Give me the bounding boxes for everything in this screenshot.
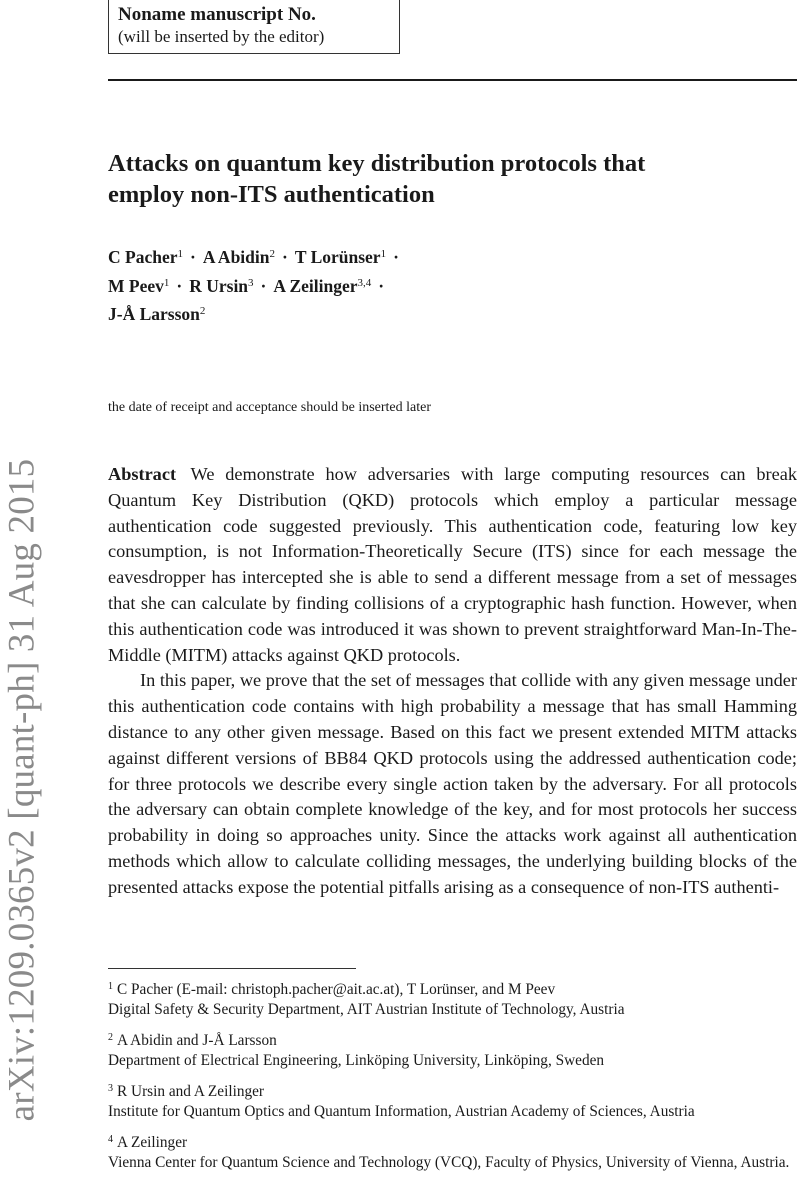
author-name: J-Å Larsson	[108, 304, 200, 324]
paper-title	[108, 148, 797, 210]
footnote-affiliation: Department of Electrical Engineering, Linköping University, Linköping, Sweden	[108, 1052, 605, 1069]
title-line-2: employ non-ITS authentication	[108, 181, 435, 208]
footnote-mark: 2	[108, 1032, 113, 1043]
footnote	[108, 1130, 797, 1173]
author-line-2	[108, 271, 406, 300]
header-rule	[108, 79, 797, 81]
author-name: A Zeilinger	[273, 275, 358, 296]
author-separator: ·	[378, 275, 385, 296]
footnote-affiliation: Institute for Quantum Optics and Quantum Information, Austrian Academy of Sciences, Austria	[108, 1103, 695, 1120]
author-affiliation-mark: 3,4	[357, 276, 372, 289]
abstract-paragraph-1	[108, 462, 797, 668]
author-name: M Peev	[108, 275, 164, 296]
author-name: T Lorünser	[294, 247, 381, 267]
author-name: A Abidin	[202, 247, 270, 267]
footnote-authors: A Abidin and J-Å Larsson	[117, 1032, 277, 1049]
footnote-authors: R Ursin and A Zeilinger	[117, 1083, 265, 1100]
abstract-paragraph-2: In this paper, we prove that the set of messages that collide with any given message under this authentication code contains with high probability a message that has small Hamming distance to any other given message. Based on this fact we present extended MITM attacks against different versions of BB84 QKD protocols using the addressed authentication code; for three protocols we describe every single action taken by the adversary. For all protocols the adversary can obtain complete knowledge of the key, and for most protocols her success probability in doing so approaches unity. Since the attacks work against all authentication methods which allow to calculate colliding messages, the underlying building blocks of the presented attacks expose the potential pitfalls arising as a consequence of non-ITS authenti-	[108, 670, 797, 897]
abstract-section	[108, 462, 797, 901]
footnote	[108, 1028, 797, 1071]
author-affiliation-mark: 3	[248, 276, 254, 289]
footnote-affiliation: Digital Safety & Security Department, AIT Austrian Institute of Technology, Austria	[108, 1001, 625, 1018]
editor-note: (will be inserted by the editor)	[118, 27, 325, 46]
author-name: C Pacher	[108, 247, 178, 267]
footnote-mark: 4	[108, 1134, 113, 1145]
footnote-authors: C Pacher (E-mail: christoph.pacher@ait.ac.at), T Lorünser, and M Peev	[117, 981, 556, 998]
manuscript-header-box	[108, 0, 400, 54]
author-separator: ·	[190, 247, 196, 267]
arxiv-sidebar	[0, 0, 44, 1200]
author-name: R Ursin	[189, 275, 249, 296]
footnote	[108, 977, 797, 1020]
manuscript-label: Noname manuscript No.	[118, 4, 316, 25]
author-line-1	[108, 242, 406, 271]
date-note: the date of receipt and acceptance should be inserted later	[108, 400, 432, 415]
title-line-1: Attacks on quantum key distribution protocols that	[108, 150, 646, 177]
author-separator: ·	[393, 247, 399, 267]
author-list	[108, 242, 406, 328]
author-affiliation-mark: 1	[380, 248, 387, 260]
author-separator: ·	[176, 275, 183, 296]
abstract-keyword: Abstract	[108, 464, 177, 484]
author-affiliation-mark: 1	[163, 276, 170, 289]
author-separator: ·	[260, 275, 267, 296]
footnote-authors: A Zeilinger	[117, 1134, 188, 1151]
footnote	[108, 1079, 797, 1122]
author-affiliation-mark: 1	[177, 248, 183, 260]
footnote-mark: 1	[108, 981, 113, 992]
footnote-rule	[108, 968, 356, 969]
author-separator: ·	[282, 247, 288, 267]
arxiv-identifier: arXiv:1209.0365v2 [quant-ph] 31 Aug 2015	[1, 458, 43, 1122]
abstract-text-1: We demonstrate how adversaries with large computing resources can break Quantum Key Distribution (QKD) protocols which employ a particular message authentication code suggested previously. This authentication code, featuring low key consumption, is not Information-Theoretically Secure (ITS) since for each message the eavesdropper has intercepted she is able to send a different message from a set of messages that she can calculate by finding collisions of a cryptographic hash function. However, when this authentication code was introduced it was shown to prevent straightforward Man-In-The-Middle (MITM) attacks against QKD protocols.	[108, 464, 797, 665]
footnote-affiliation: Vienna Center for Quantum Science and Technology (VCQ), Faculty of Physics, University of Vienna, Austria.	[108, 1154, 790, 1171]
author-line-3	[108, 299, 406, 328]
author-affiliation-mark: 2	[199, 305, 206, 317]
author-affiliation-mark: 2	[269, 248, 275, 260]
footnote-mark: 3	[108, 1083, 113, 1094]
footnotes	[108, 977, 797, 1181]
